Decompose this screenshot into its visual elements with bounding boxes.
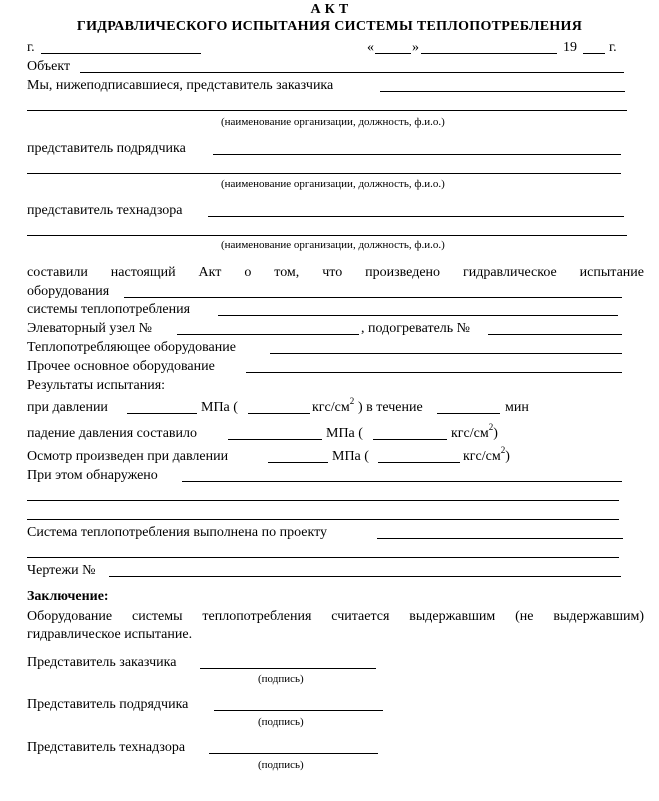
date-open-quote: « <box>367 40 374 55</box>
city-field[interactable] <box>41 53 201 54</box>
drop-prefix: падение давления составило <box>27 426 197 441</box>
heater-label: , подогреватель № <box>361 321 471 336</box>
pressure-prefix: при давлении <box>27 400 108 415</box>
customer-signature-label: Представитель заказчика <box>27 655 177 670</box>
conclusion-heading: Заключение: <box>27 589 109 604</box>
drawings-field[interactable] <box>109 576 621 577</box>
supervision-label: представитель технадзора <box>27 203 183 218</box>
month-field[interactable] <box>421 53 557 54</box>
contractor-label: представитель подрядчика <box>27 141 186 156</box>
drawings-label: Чертежи № <box>27 563 96 578</box>
results-heading: Результаты испытания: <box>27 378 166 393</box>
inspection-field[interactable] <box>268 462 328 463</box>
inspection-prefix: Осмотр произведен при давлении <box>27 449 229 464</box>
project-field[interactable] <box>377 538 623 539</box>
year-field[interactable] <box>583 53 605 54</box>
supervision-signature-caption: (подпись) <box>258 759 304 771</box>
supervision-field[interactable] <box>208 216 624 217</box>
inspection-mpa: МПа ( <box>332 449 369 464</box>
equipment-field[interactable] <box>124 297 622 298</box>
document-title: А К Т <box>310 2 349 17</box>
customer-signature-caption: (подпись) <box>258 673 304 685</box>
inspection-kgf-field[interactable] <box>378 462 460 463</box>
customer-field[interactable] <box>380 91 625 92</box>
duration-field[interactable] <box>437 413 500 414</box>
project-label: Система теплопотребления выполнена по проекту <box>27 525 328 540</box>
found-field-2[interactable] <box>27 500 619 501</box>
day-field[interactable] <box>375 53 411 54</box>
supervision-signature-field[interactable] <box>209 753 378 754</box>
equipment-label: оборудования <box>27 284 110 299</box>
city-label: г. <box>27 40 35 55</box>
customer-caption: (наименование организации, должность, ф.и.о.) <box>221 116 445 128</box>
customer-field-2[interactable] <box>27 110 627 111</box>
drop-field[interactable] <box>228 439 322 440</box>
consuming-label: Теплопотребляющее оборудование <box>27 340 236 355</box>
document-subtitle: ГИДРАВЛИЧЕСКОГО ИСПЫТАНИЯ СИСТЕМЫ ТЕПЛОПОТРЕБЛЕНИЯ <box>76 19 583 34</box>
consuming-field[interactable] <box>270 353 622 354</box>
elevator-field[interactable] <box>177 334 359 335</box>
pressure-kgf-unit: кгс/$см^2$ <box>312 396 355 415</box>
pressure-during: ) в течение <box>358 400 423 415</box>
statement-line: составили настоящий Акт о том, что произведено гидравлическое испытание <box>27 265 644 280</box>
customer-signature-field[interactable] <box>200 668 376 669</box>
drop-kgf-field[interactable] <box>373 439 447 440</box>
contractor-signature-caption: (подпись) <box>258 716 304 728</box>
inspection-kgf-unit: кгс/$см^2$) <box>463 445 510 464</box>
found-field[interactable] <box>182 481 622 482</box>
found-field-3[interactable] <box>27 519 619 520</box>
heater-field[interactable] <box>488 334 622 335</box>
system-field[interactable] <box>218 315 618 316</box>
contractor-signature-label: Представитель подрядчика <box>27 697 189 712</box>
elevator-label: Элеваторный узел № <box>27 321 152 336</box>
date-close-quote: » <box>412 40 419 55</box>
customer-label: Мы, нижеподписавшиеся, представитель заказчика <box>27 78 334 93</box>
object-field[interactable] <box>80 72 624 73</box>
drop-mpa: МПа ( <box>326 426 363 441</box>
year-suffix: г. <box>609 40 617 55</box>
year-prefix: 19 <box>563 40 577 55</box>
other-equipment-field[interactable] <box>246 372 622 373</box>
found-label: При этом обнаружено <box>27 468 158 483</box>
pressure-field[interactable] <box>127 413 197 414</box>
other-equipment-label: Прочее основное оборудование <box>27 359 215 374</box>
supervision-signature-label: Представитель технадзора <box>27 740 186 755</box>
supervision-caption: (наименование организации, должность, ф.и.о.) <box>221 239 445 251</box>
project-field-2[interactable] <box>27 557 619 558</box>
contractor-signature-field[interactable] <box>214 710 383 711</box>
conclusion-text-1: Оборудование системы теплопотребления считается выдержавшим (не выдержавшим) <box>27 609 644 624</box>
contractor-field-2[interactable] <box>27 173 621 174</box>
drop-kgf-unit: кгс/$см^2$) <box>451 422 498 441</box>
pressure-kgf-field[interactable] <box>248 413 310 414</box>
contractor-caption: (наименование организации, должность, ф.и.о.) <box>221 178 445 190</box>
object-label: Объект <box>27 59 71 74</box>
minutes-label: мин <box>505 400 529 415</box>
conclusion-text-2: гидравлическое испытание. <box>27 627 193 642</box>
contractor-field[interactable] <box>213 154 621 155</box>
supervision-field-2[interactable] <box>27 235 627 236</box>
pressure-mpa: МПа ( <box>201 400 238 415</box>
system-label: системы теплопотребления <box>27 302 191 317</box>
